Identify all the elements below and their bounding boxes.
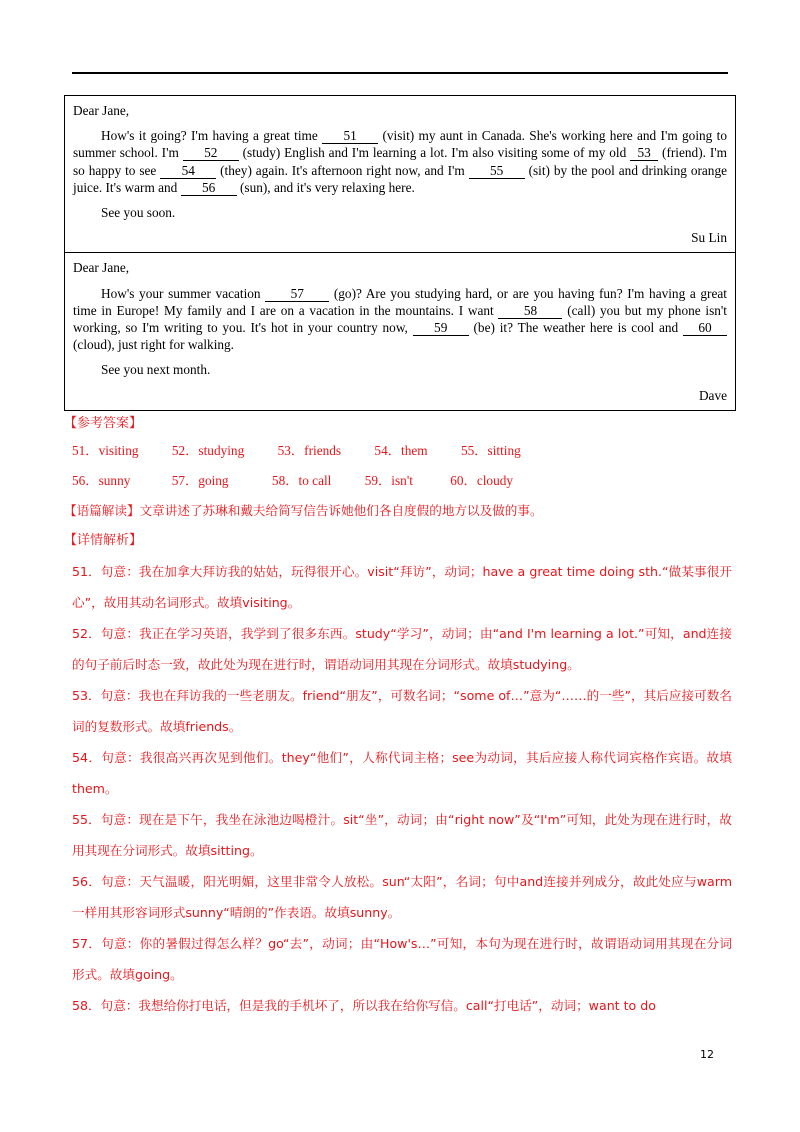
letter1-body bbox=[73, 127, 727, 196]
letter-su-lin bbox=[65, 96, 735, 252]
detail-heading: 【详情解析】 bbox=[64, 533, 143, 548]
letter1-text: (visit) my aunt in Canada. She's working here and I'm going to summer school. I'm bbox=[73, 128, 727, 161]
detail-item: 57．句意：你的暑假过得怎么样？go“去”，动词；由“How's…”可知，本句为现在进行时，故谓语动词用其现在分词形式。故填going。 bbox=[72, 936, 732, 982]
letter2-closing: See you next month. bbox=[101, 362, 211, 378]
letter2-text: (cloud), just right for walking. bbox=[73, 337, 235, 353]
letter1-closing: See you soon. bbox=[101, 205, 176, 221]
letter-dave bbox=[65, 252, 735, 409]
letter1-text: (they) again. It's afternoon right now, and I'm bbox=[216, 162, 469, 178]
letters-box bbox=[64, 95, 736, 411]
summary-label: 【语篇解读】 bbox=[64, 503, 140, 518]
detail-item: 58．句意：我想给你打电话，但是我的手机坏了，所以我在给你写信。call“打电话”，动词；want to do bbox=[72, 998, 656, 1013]
detail-item: 54．句意：我很高兴再次见到他们。they“他们”，人称代词主格；see为动词，其后应接人称代词宾格作宾语。故填them。 bbox=[72, 750, 732, 796]
header-rule bbox=[72, 72, 728, 74]
detail-item: 53．句意：我也在拜访我的一些老朋友。friend“朋友”，可数名词；“some of…”意为“……的一些”，其后应接可数名词的复数形式。故填friends。 bbox=[72, 688, 732, 734]
blank-54: 54 bbox=[160, 164, 216, 179]
letter2-text: (be) it? The weather here is cool and bbox=[468, 320, 683, 336]
answer-heading: 【参考答案】 bbox=[64, 416, 143, 431]
letter1-signature: Su Lin bbox=[691, 230, 727, 246]
answer-53: 53．friends bbox=[277, 443, 342, 458]
blank-56: 56 bbox=[181, 181, 237, 196]
answer-56: 56．sunny bbox=[72, 473, 131, 488]
letter2-body bbox=[73, 285, 727, 354]
detail-list bbox=[64, 556, 736, 1021]
letter2-signature: Dave bbox=[698, 387, 727, 403]
letter1-text: (study) English and I'm learning a lot. I'm also visiting some of my old bbox=[238, 145, 631, 161]
detail-item: 51．句意：我在加拿大拜访我的姑姑，玩得很开心。visit“拜访”，动词；have a great time doing sth.“做某事很开心”，故用其动名词形式。故填visiting。 bbox=[72, 564, 732, 610]
blank-57: 57 bbox=[265, 287, 329, 302]
answer-55: 55．sitting bbox=[460, 443, 521, 458]
summary bbox=[64, 496, 736, 526]
answer-54: 54．them bbox=[374, 443, 428, 458]
blank-58: 58 bbox=[498, 304, 562, 319]
letter1-text: (sun), and it's very relaxing here. bbox=[236, 179, 415, 195]
letter1-text: (friend). I'm so happy to see bbox=[73, 145, 727, 178]
blank-55: 55 bbox=[469, 164, 525, 179]
blank-51: 51 bbox=[322, 129, 378, 144]
answer-row-1 bbox=[64, 436, 736, 466]
blank-52: 52 bbox=[183, 146, 239, 161]
answer-60: 60．cloudy bbox=[450, 473, 514, 488]
answer-52: 52．studying bbox=[171, 443, 245, 458]
detail-item: 55．句意：现在是下午，我坐在泳池边喝橙汁。sit“坐”，动词；由“right now”及“I'm”可知，此处为现在进行时，故用其现在分词形式。故填sitting。 bbox=[72, 812, 732, 858]
answer-59: 59．isn't bbox=[364, 473, 413, 488]
summary-text: 文章讲述了苏琳和戴夫给简写信告诉她他们各自度假的地方以及做的事。 bbox=[139, 503, 543, 518]
page-number: 12 bbox=[700, 1048, 714, 1061]
blank-60: 60 bbox=[683, 321, 727, 336]
answer-51: 51．visiting bbox=[72, 443, 139, 458]
letter2-text: How's your summer vacation bbox=[101, 285, 266, 301]
detail-item: 52．句意：我正在学习英语，我学到了很多东西。study“学习”，动词；由“and I'm learning a lot.”可知，and连接的句子前后时态一致，故此处为现在进行时，谓语动词用其现在分词形式。故填studying。 bbox=[72, 626, 732, 672]
blank-59: 59 bbox=[413, 321, 469, 336]
letter2-text: (go)? Are you studying hard, or are you having fun? I'm having a great time in Europe! My family and I are on a vacation in the mountains. I want bbox=[73, 285, 727, 318]
letter2-text: (call) you but my phone isn't working, so I'm writing to you. It's hot in your country now, bbox=[73, 302, 727, 336]
detail-item: 56．句意：天气温暖，阳光明媚，这里非常令人放松。sun“太阳”，名词；句中and连接并列成分，故此处应与warm一样用其形容词形式sunny“晴朗的”作表语。故填sunny。 bbox=[72, 874, 732, 920]
letter2-salutation: Dear Jane, bbox=[73, 260, 130, 276]
blank-53: 53 bbox=[630, 146, 658, 161]
answer-57: 57．going bbox=[171, 473, 229, 488]
answer-58: 58．to call bbox=[271, 473, 332, 488]
letter1-text: (sit) by the pool and drinking orange juice. It's warm and bbox=[73, 162, 727, 195]
answer-row-2 bbox=[64, 466, 736, 496]
letter1-text: How's it going? I'm having a great time bbox=[101, 128, 323, 144]
letter1-salutation: Dear Jane, bbox=[73, 103, 130, 118]
answer-section bbox=[64, 412, 736, 1021]
